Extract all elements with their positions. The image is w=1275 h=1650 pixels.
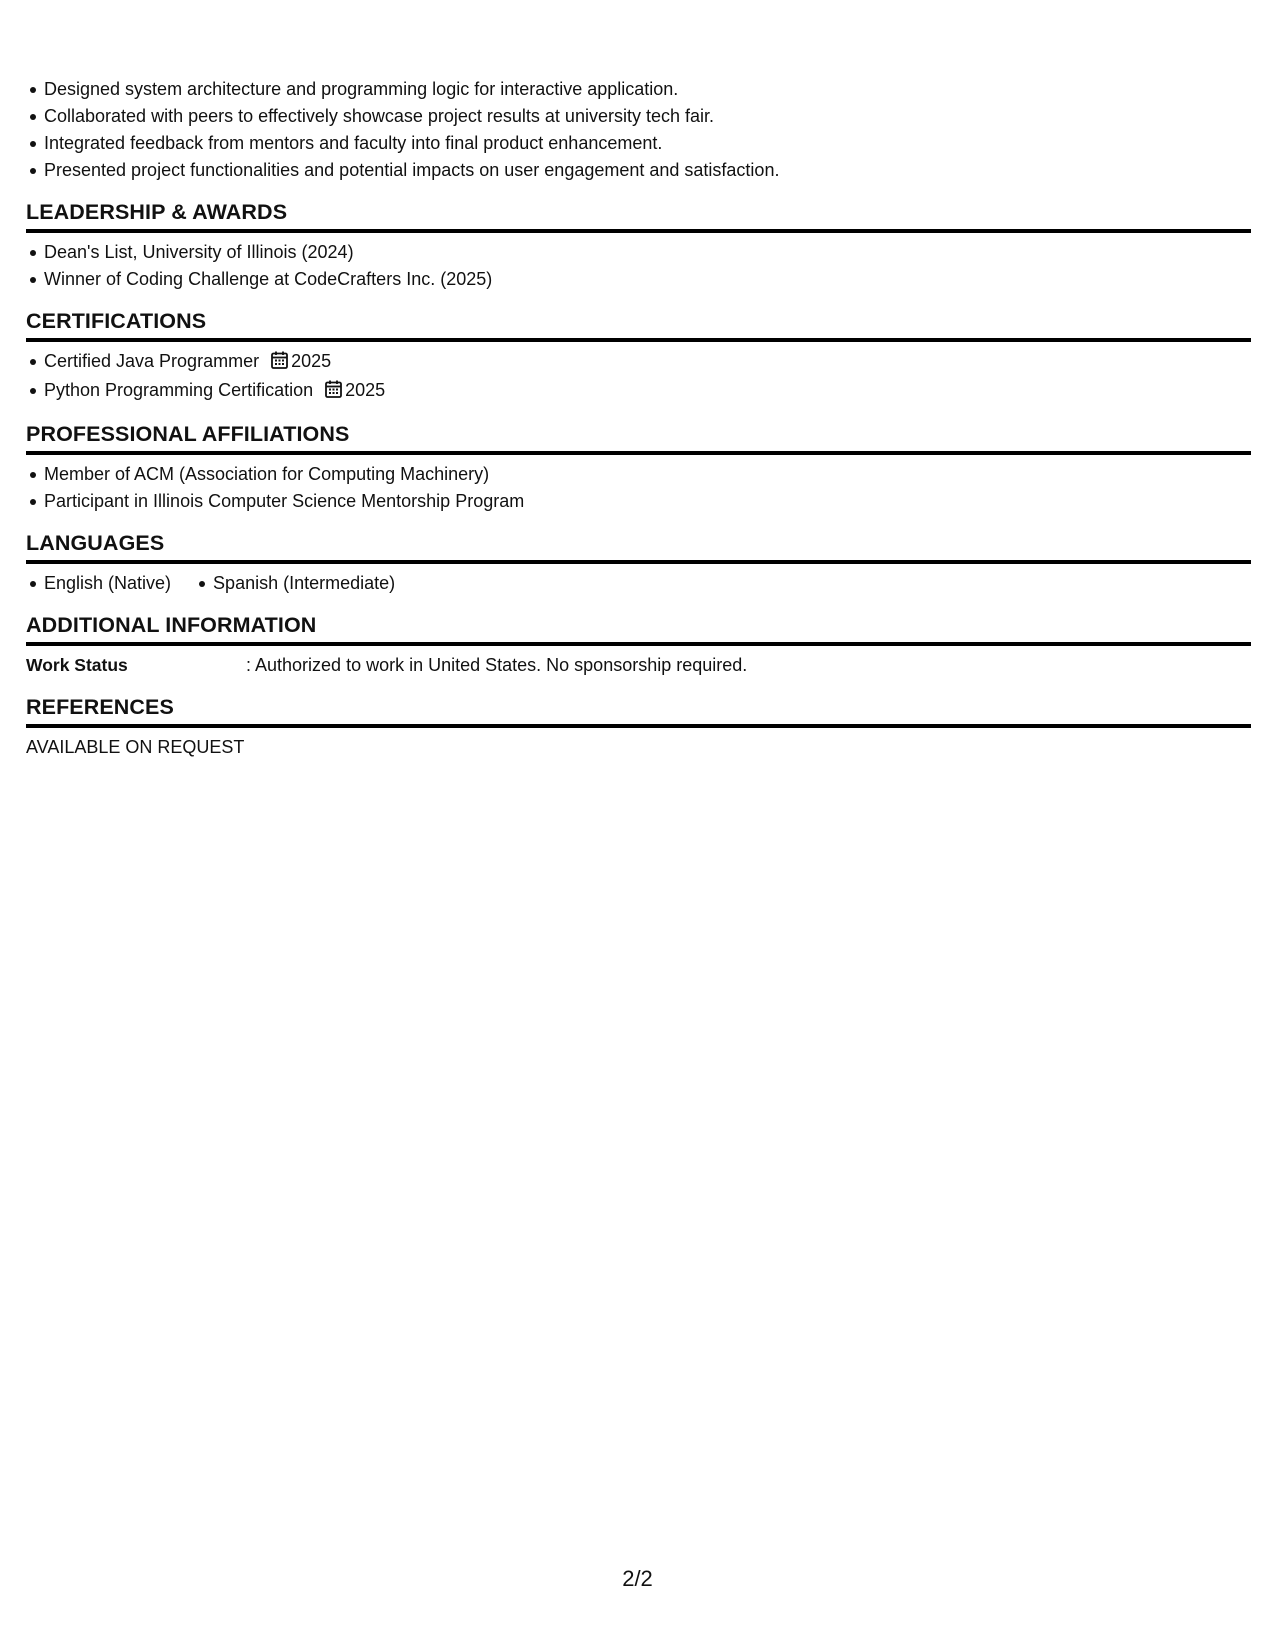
list-item <box>44 348 1251 377</box>
list-item: English (Native) <box>26 570 171 597</box>
list-item: Presented project functionalities and potential impacts on user engagement and satisfaction. <box>44 157 1251 184</box>
calendar-icon <box>271 350 288 377</box>
certifications-section <box>26 307 1251 406</box>
list-item <box>44 377 1251 406</box>
list-item: Designed system architecture and programming logic for interactive application. <box>44 76 1251 103</box>
page-number: 2/2 <box>622 1566 653 1591</box>
work-status-label: Work Status <box>26 655 128 675</box>
work-status-value: : Authorized to work in United States. No sponsorship required. <box>246 655 748 675</box>
languages-list <box>26 570 1251 597</box>
list-item: Member of ACM (Association for Computing Machinery) <box>44 461 1251 488</box>
references-section <box>26 693 1251 761</box>
leadership-section <box>26 198 1251 293</box>
certification-year: 2025 <box>345 380 386 400</box>
calendar-icon <box>325 379 342 406</box>
section-title: CERTIFICATIONS <box>26 307 1251 342</box>
section-title: LEADERSHIP & AWARDS <box>26 198 1251 233</box>
additional-info-section <box>26 611 1251 679</box>
resume-page <box>26 76 1251 761</box>
work-status-row <box>26 652 1251 679</box>
section-title: PROFESSIONAL AFFILIATIONS <box>26 420 1251 455</box>
section-title: ADDITIONAL INFORMATION <box>26 611 1251 646</box>
list-item: Dean's List, University of Illinois (2024) <box>44 239 1251 266</box>
list-item: Participant in Illinois Computer Science Mentorship Program <box>44 488 1251 515</box>
certifications-list <box>26 348 1251 406</box>
list-item: Spanish (Intermediate) <box>195 570 395 597</box>
certification-year: 2025 <box>291 351 332 371</box>
list-item: Integrated feedback from mentors and faculty into final product enhancement. <box>44 130 1251 157</box>
certification-name: Python Programming Certification <box>44 380 314 400</box>
section-title: LANGUAGES <box>26 529 1251 564</box>
list-item: Winner of Coding Challenge at CodeCrafters Inc. (2025) <box>44 266 1251 293</box>
leadership-list <box>26 239 1251 293</box>
list-item: Collaborated with peers to effectively showcase project results at university tech fair. <box>44 103 1251 130</box>
project-bullet-list <box>26 76 1251 184</box>
languages-section <box>26 529 1251 597</box>
section-title: REFERENCES <box>26 693 1251 728</box>
affiliations-section <box>26 420 1251 515</box>
affiliations-list <box>26 461 1251 515</box>
certification-name: Certified Java Programmer <box>44 351 260 371</box>
references-text: AVAILABLE ON REQUEST <box>26 737 245 757</box>
